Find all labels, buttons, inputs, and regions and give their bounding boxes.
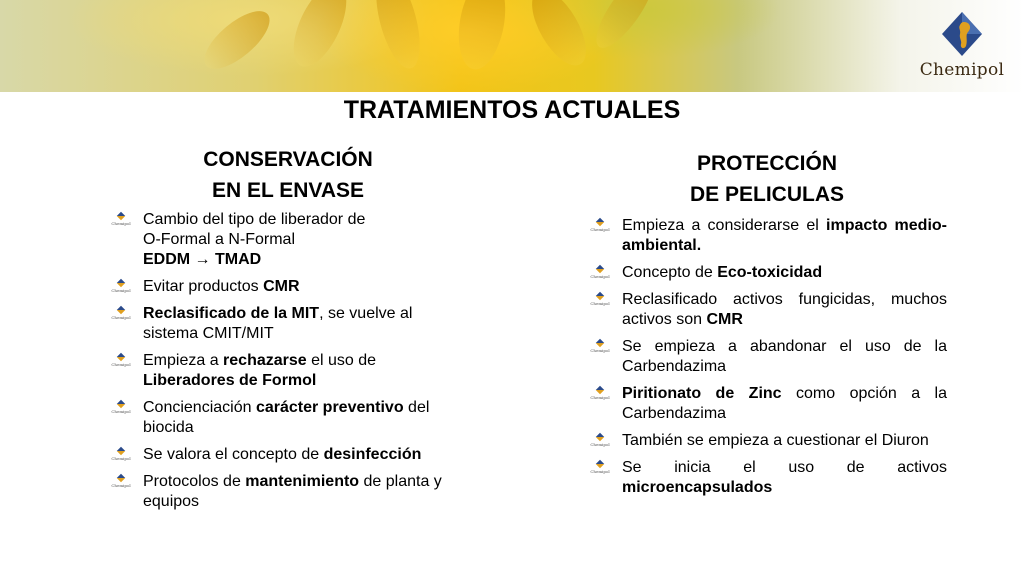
item-text: O-Formal a N-Formal: [143, 231, 296, 248]
list-item: [587, 337, 947, 377]
left-bullet-list: [108, 210, 468, 512]
chemipol-bullet-icon: [587, 340, 613, 354]
item-text: del biocida: [143, 399, 430, 436]
item-text: Empieza a: [143, 352, 224, 369]
item-text: desinfección: [323, 446, 422, 463]
right-column: [587, 148, 947, 505]
right-bullet-list: [587, 216, 947, 498]
banner-petal-decoration: [587, 0, 663, 55]
item-text: Liberadores de Formol: [143, 372, 317, 389]
item-text: Reclasificado activos fungicidas, muchos activos son: [622, 291, 947, 328]
bullet-brand-text: Chemipol: [111, 362, 131, 367]
bullet-brand-text: Chemipol: [590, 442, 610, 447]
item-text: Empieza a considerarse el: [622, 217, 827, 234]
page-title: TRATAMIENTOS ACTUALES: [343, 96, 681, 124]
chemipol-bullet-icon: [108, 307, 134, 321]
left-heading-line1: CONSERVACIÓN: [203, 148, 373, 171]
chemipol-bullet-icon: [108, 475, 134, 489]
item-text: impacto medio-ambiental.: [622, 217, 948, 254]
right-heading-line1: PROTECCIÓN: [696, 152, 837, 175]
item-text: CMR: [706, 311, 743, 328]
banner-petal-decoration: [452, 0, 512, 73]
list-item: [108, 304, 468, 344]
bullet-brand-text: Chemipol: [590, 274, 610, 279]
item-text: de planta y equipos: [143, 473, 442, 510]
item-text: Evitar productos: [143, 278, 264, 295]
bullet-brand-text: Chemipol: [111, 315, 131, 320]
item-text: rechazarse: [223, 352, 307, 369]
chemipol-bullet-icon: [108, 213, 134, 227]
list-item: [108, 472, 468, 512]
seahorse-logo-icon: [918, 10, 1006, 60]
item-text: carácter preventivo: [255, 399, 404, 416]
banner-petal-decoration: [195, 1, 278, 78]
item-text: Reclasificado de la MIT: [143, 305, 320, 322]
item-text: mantenimiento: [245, 473, 360, 490]
bullet-brand-text: Chemipol: [590, 348, 610, 353]
chemipol-bullet-icon: [108, 401, 134, 415]
bullet-brand-text: Chemipol: [111, 456, 131, 461]
list-item: [587, 458, 947, 498]
item-text: Concienciación: [143, 399, 256, 416]
chemipol-bullet-icon: [587, 293, 613, 307]
item-text: También se empieza a cuestionar el Diuron: [622, 432, 929, 449]
item-text: Concepto de: [622, 264, 718, 281]
item-text: Cambio del tipo de liberador de: [143, 211, 366, 228]
bullet-brand-text: Chemipol: [111, 288, 131, 293]
bullet-brand-text: Chemipol: [590, 227, 610, 232]
bullet-brand-text: Chemipol: [590, 469, 610, 474]
right-heading-line2: DE PELICULAS: [689, 183, 844, 206]
left-heading-line2: EN EL ENVASE: [211, 179, 365, 202]
bullet-brand-text: Chemipol: [111, 483, 131, 488]
chemipol-bullet-icon: [587, 387, 613, 401]
list-item: [108, 398, 468, 438]
banner-petal-decoration: [368, 0, 429, 73]
item-text: como opción a la Carbendazima: [622, 385, 948, 422]
item-text: CMR: [263, 278, 300, 295]
bullet-brand-text: Chemipol: [111, 221, 131, 226]
chemipol-bullet-icon: [587, 434, 613, 448]
item-text: Piritionato de Zinc: [622, 385, 782, 402]
item-text: Protocolos de: [143, 473, 246, 490]
item-text: EDDM → TMAD: [143, 251, 262, 268]
item-text: el uso de: [306, 352, 377, 369]
list-item: [587, 263, 947, 283]
chemipol-bullet-icon: [108, 354, 134, 368]
chemipol-bullet-icon: [108, 280, 134, 294]
bullet-brand-text: Chemipol: [111, 409, 131, 414]
bullet-brand-text: Chemipol: [590, 301, 610, 306]
chemipol-bullet-icon: [587, 266, 613, 280]
item-text: Se empieza a abandonar el uso de la Carbendazima: [622, 338, 947, 375]
chemipol-bullet-icon: [587, 461, 613, 475]
header-banner: [0, 0, 1024, 92]
list-item: [108, 277, 468, 297]
item-text: Se inicia el uso de activos: [622, 459, 947, 476]
chemipol-bullet-icon: [587, 219, 613, 233]
item-text: Eco-toxicidad: [717, 264, 823, 281]
banner-petal-decoration: [521, 0, 596, 74]
brand-name: Chemipol: [919, 60, 1005, 80]
list-item: [108, 351, 468, 391]
list-item: [587, 216, 947, 256]
list-item: [587, 384, 947, 424]
chemipol-bullet-icon: [108, 448, 134, 462]
bullet-brand-text: Chemipol: [590, 395, 610, 400]
list-item: [587, 431, 947, 451]
list-item: [587, 290, 947, 330]
left-column: [108, 144, 468, 519]
item-text: , se vuelve al sistema CMIT/MIT: [143, 305, 413, 342]
item-text: microencapsulados: [622, 479, 773, 496]
list-item: [108, 445, 468, 465]
banner-petal-decoration: [283, 0, 357, 74]
list-item: [108, 210, 468, 270]
chemipol-logo: [918, 10, 1006, 82]
item-text: Se valora el concepto de: [143, 446, 324, 463]
